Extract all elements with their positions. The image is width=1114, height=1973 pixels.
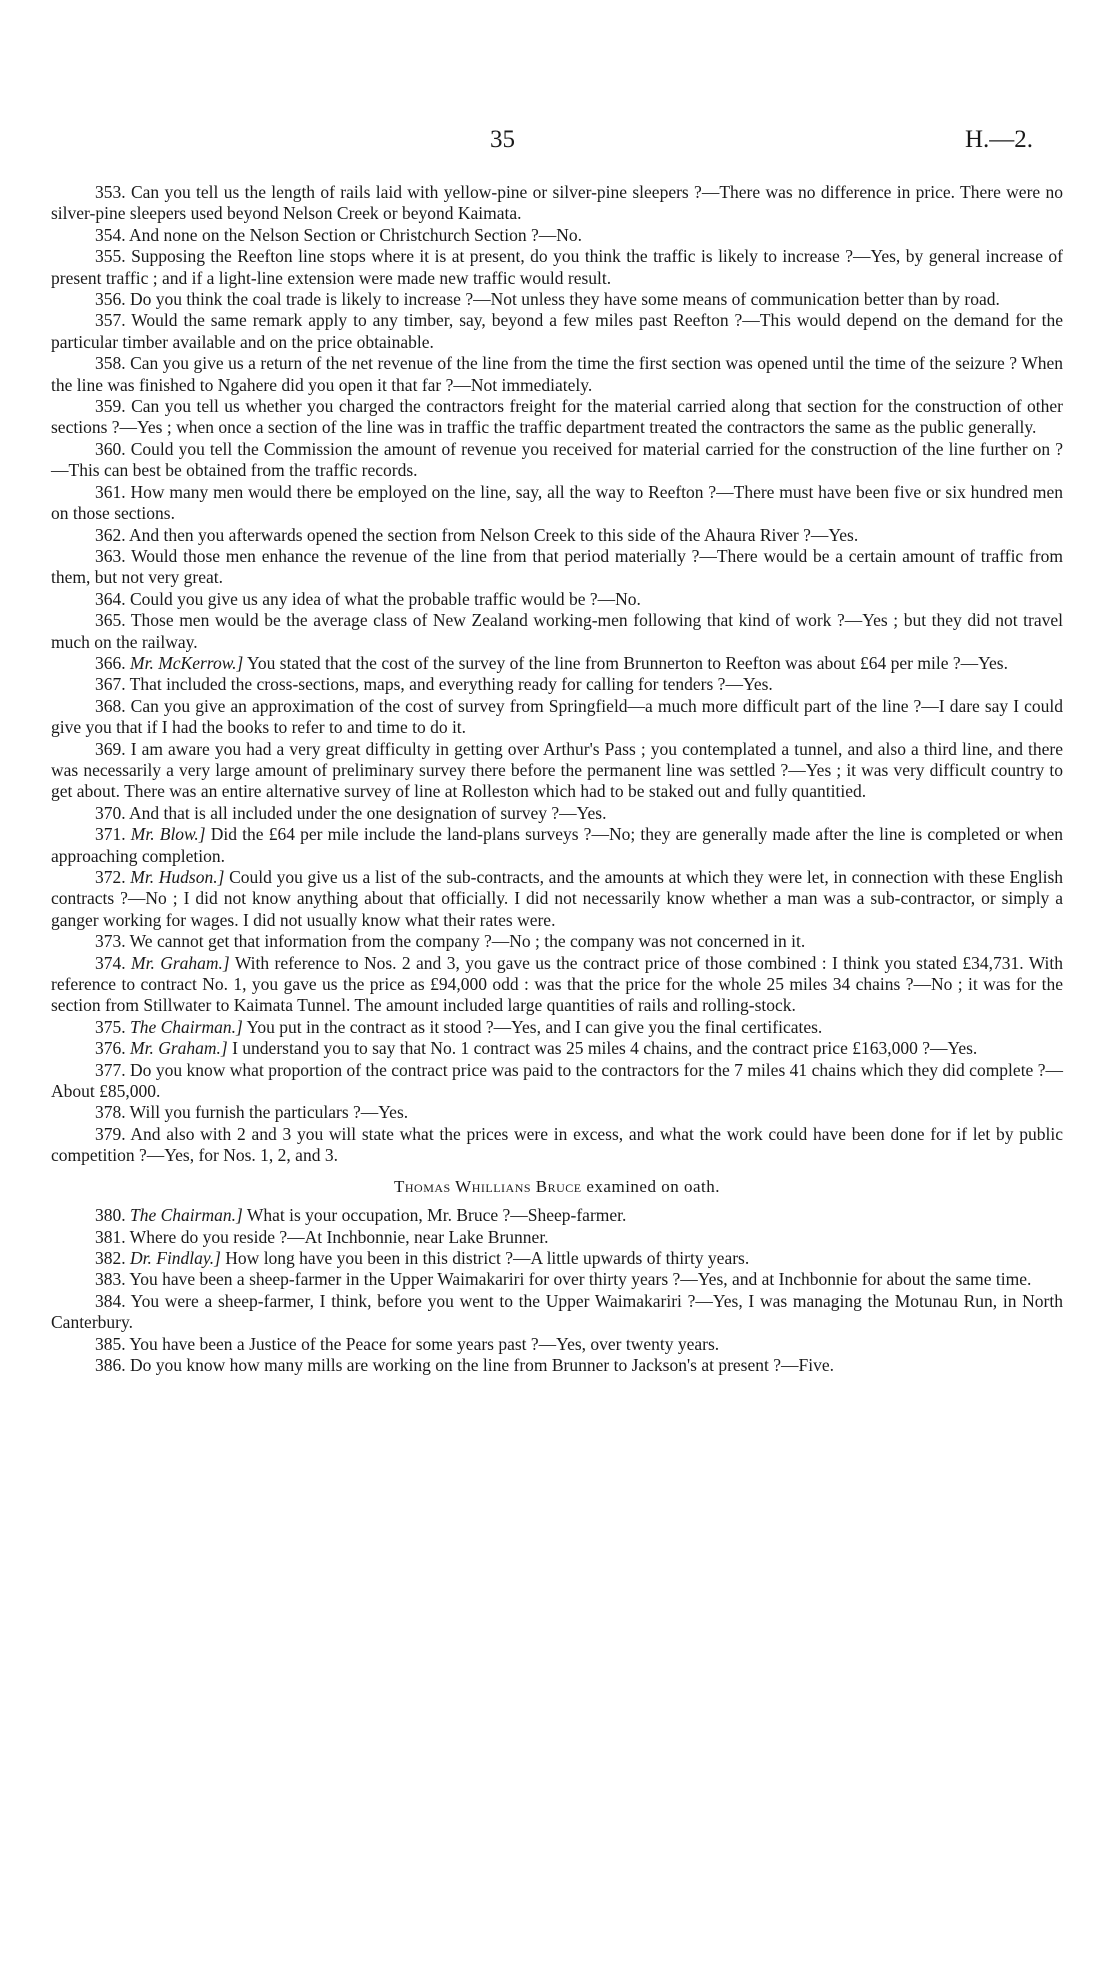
testimony-paragraph: 383. You have been a sheep-farmer in the Upper Waimakariri for over thirty years ?—Yes, and at Inchbonnie for about the same time.: [95, 1269, 1032, 1290]
testimony-paragraph: [51, 953, 1063, 1017]
testimony-paragraph: 367. That included the cross-sections, maps, and everything ready for calling for tenders ?—Yes.: [95, 674, 773, 695]
question-number: 376.: [95, 1038, 126, 1059]
testimony-paragraph: 357. Would the same remark apply to any timber, say, beyond a few miles past Reefton ?—This would depend on the demand for the particular timber available and on the price obtainable.: [51, 310, 1063, 352]
testimony-paragraph: 368. Can you give an approximation of the cost of survey from Springfield—a much more difficult part of the line ?—I dare say I could give you that if I had the books to refer to and time to do it.: [51, 695, 1063, 738]
testimony-paragraph: 369. I am aware you had a very great difficulty in getting over Arthur's Pass ; you contemplated a tunnel, and also a third line, and there was necessarily a very large amount of preliminary survey there before the permanent line was settled ?—Yes ; it was very difficult country to get about. There was an entire alternative survey of line at Rolleston which had to be staked out and fully quantitied.: [51, 738, 1063, 802]
paragraph-text: You put in the contract as it stood ?—Yes, and I can give you the final certificates.: [246, 1016, 823, 1037]
testimony-group-b: [51, 1205, 1063, 1376]
testimony-paragraph: 356. Do you think the coal trade is likely to increase ?—Not unless they have some means of communication better than by road.: [95, 289, 1000, 310]
testimony-paragraph: 370. And that is all included under the one designation of survey ?—Yes.: [95, 802, 607, 823]
speaker-label: Dr. Findlay.]: [130, 1247, 221, 1268]
speaker-label: Mr. Blow.]: [130, 824, 206, 845]
testimony-paragraph: [51, 867, 1063, 931]
page-number: 35: [490, 126, 515, 153]
question-number: 374.: [95, 952, 126, 973]
paragraph-text: What is your occupation, Mr. Bruce ?—Sheep-farmer.: [246, 1205, 627, 1226]
question-number: 372.: [95, 867, 126, 887]
testimony-body: [51, 182, 1063, 1376]
testimony-paragraph: 353. Can you tell us the length of rails laid with yellow-pine or silver-pine sleepers ?—There was no difference in price. There were no silver-pine sleepers used beyond Nelson Creek or beyond Kaimata.: [51, 182, 1063, 224]
testimony-paragraph: 358. Can you give us a return of the net revenue of the line from the time the first section was opened until the time of the seizure ? When the line was finished to Ngahere did you open it that far ?—Not immediately.: [51, 353, 1063, 395]
testimony-paragraph: [51, 1038, 1063, 1059]
testimony-group-a: [51, 182, 1063, 1167]
testimony-paragraph: 365. Those men would be the average class of New Zealand working-men following that kind of work ?—Yes ; but they did not travel much on the railway.: [51, 610, 1063, 652]
question-number: 382.: [95, 1247, 126, 1268]
witness-name: Thomas Whillians Bruce: [394, 1176, 582, 1196]
speaker-label: Mr. McKerrow.]: [130, 652, 244, 673]
paragraph-text: Could you give us a list of the sub-contracts, and the amounts at which they were let, in connection with these English contracts ?—No ; I did not know anything about that officially. I did not necessarily know whether a man was a sub-contractor, or simply a ganger working for wages. I did not usually know what their rates were.: [51, 867, 1063, 930]
testimony-paragraph: 354. And none on the Nelson Section or Christchurch Section ?—No.: [95, 224, 583, 245]
testimony-paragraph: 378. Will you furnish the particulars ?—Yes.: [95, 1102, 409, 1123]
paragraph-text: I understand you to say that No. 1 contract was 25 miles 4 chains, and the contract price £163,000 ?—Yes.: [232, 1038, 978, 1059]
question-number: 366.: [95, 652, 126, 673]
speaker-label: The Chairman.]: [130, 1016, 243, 1037]
testimony-paragraph: 363. Would those men enhance the revenue of the line from that period materially ?—There would be a certain amount of traffic from them, but not very great.: [51, 545, 1063, 588]
speaker-label: Mr. Graham.]: [131, 952, 230, 973]
witness-heading: [51, 1176, 1063, 1197]
testimony-paragraph: [51, 1205, 1063, 1226]
testimony-paragraph: 384. You were a sheep-farmer, I think, before you went to the Upper Waimakariri ?—Yes, I was managing the Motunau Run, in North Canterbury.: [51, 1290, 1063, 1333]
testimony-paragraph: 355. Supposing the Reefton line stops where it is at present, do you think the traffic is likely to increase ?—Yes, by general increase of present traffic ; and if a light-line extension were made new traffic would result.: [51, 246, 1063, 288]
paragraph-text: Did the £64 per mile include the land-plans surveys ?—No; they are generally made after the line is completed or when approaching completion.: [51, 824, 1064, 866]
page-header: [0, 126, 1114, 166]
testimony-paragraph: 386. Do you know how many mills are working on the line from Brunner to Jackson's at present ?—Five.: [95, 1354, 834, 1375]
testimony-paragraph: [51, 824, 1063, 867]
testimony-paragraph: 381. Where do you reside ?—At Inchbonnie, near Lake Brunner.: [95, 1226, 549, 1247]
speaker-label: Mr. Hudson.]: [130, 867, 225, 887]
paragraph-text: With reference to Nos. 2 and 3, you gave us the contract price of those combined : I think you stated £34,731. With reference to contract No. 1, you gave us the price as £94,000 odd : was that the price for the whole 25 miles 34 chains ?—No ; it was for the section from Stillwater to Kaimata Tunnel. The amount included large quantities of rails and rolling-stock.: [51, 952, 1063, 1016]
speaker-label: Mr. Graham.]: [130, 1038, 228, 1059]
testimony-paragraph: 385. You have been a Justice of the Peace for some years past ?—Yes, over twenty years.: [95, 1333, 720, 1354]
testimony-paragraph: 373. We cannot get that information from the company ?—No ; the company was not concerned in it.: [95, 931, 806, 952]
question-number: 375.: [95, 1016, 126, 1037]
testimony-paragraph: 360. Could you tell the Commission the amount of revenue you received for material carried for the construction of the line further on ?—This can best be obtained from the traffic records.: [51, 438, 1063, 481]
testimony-paragraph: 361. How many men would there be employed on the line, say, all the way to Reefton ?—There must have been five or six hundred men on those sections.: [51, 481, 1063, 524]
testimony-paragraph: 379. And also with 2 and 3 you will state what the prices were in excess, and what the work could have been done for if let by public competition ?—Yes, for Nos. 1, 2, and 3.: [51, 1123, 1063, 1166]
speaker-label: The Chairman.]: [130, 1205, 243, 1226]
paragraph-text: You stated that the cost of the survey of the line from Brunnerton to Reefton was about £64 per mile ?—Yes.: [247, 652, 1008, 673]
witness-heading-suffix: examined on oath.: [586, 1176, 720, 1196]
document-reference: H.—2.: [964, 126, 1033, 153]
testimony-paragraph: [51, 1248, 1063, 1269]
testimony-paragraph: 364. Could you give us any idea of what the probable traffic would be ?—No.: [95, 588, 641, 609]
testimony-paragraph: [51, 1017, 1063, 1038]
question-number: 380.: [95, 1205, 126, 1226]
testimony-paragraph: 359. Can you tell us whether you charged the contractors freight for the material carried along that section for the construction of other sections ?—Yes ; when once a section of the line was in traffic the traffic department treated the contractors the same as the public generally.: [51, 396, 1063, 438]
question-number: 371.: [95, 824, 126, 845]
paragraph-text: How long have you been in this district ?—A little upwards of thirty years.: [225, 1247, 750, 1268]
testimony-paragraph: 362. And then you afterwards opened the section from Nelson Creek to this side of the Ahaura River ?—Yes.: [95, 524, 859, 545]
testimony-paragraph: [51, 653, 1063, 674]
testimony-paragraph: 377. Do you know what proportion of the contract price was paid to the contractors for the 7 miles 41 chains which they did complete ?—About £85,000.: [51, 1059, 1063, 1102]
